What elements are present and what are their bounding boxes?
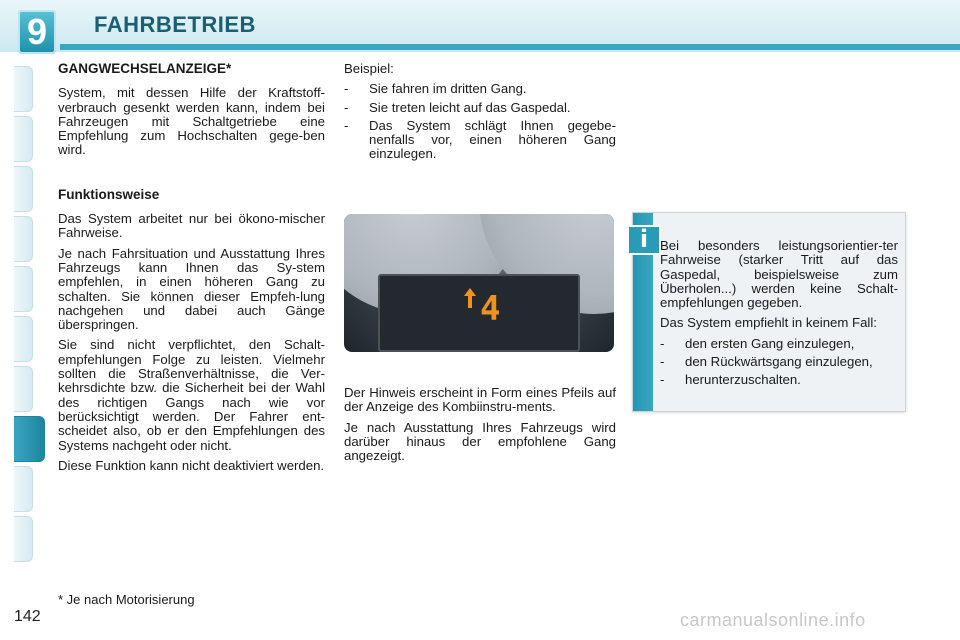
gear-digit: 4 [480, 289, 501, 326]
watermark: carmanualsonline.info [680, 610, 866, 630]
chapter-number-badge: 9 [18, 10, 56, 54]
right-column-bottom [344, 386, 616, 469]
page-number: 142 [14, 608, 41, 625]
list-item: - herunterzuschalten. [660, 373, 898, 387]
info-box [632, 212, 906, 412]
intro-paragraph: System, mit dessen Hilfe der Kraftstoff-verbrauch gesenkt werden kann, indem bei Fahrzeugen mit Schaltgetriebe eine Empfehlung zum Hochschalten gege-ben wird. [58, 85, 325, 158]
info-paragraph: Bei besonders leistungsorientier-ter Fahrweise (starker Tritt auf das Gaspedal, beispielsweise zum Überholen...) werden keine Schalt-empfehlungen gegeben. [660, 238, 898, 311]
body-paragraph: Sie sind nicht verpflichtet, den Schalt-empfehlungen Folge zu leisten. Vielmehr sollten die Straßenverhältnisse, die Ver-kehrsdichte bzw. die Sicherheit bei der Wahl des richtigen Gangs nach wie vor berücksichtigt werden. Der Fahrer ent-scheidet also, ob er den Empfehlungen des Systems nachgeht oder nicht. [58, 337, 325, 453]
list-item: - Sie fahren im dritten Gang. [344, 82, 616, 96]
info-text [660, 239, 898, 392]
chapter-tab[interactable] [14, 216, 33, 262]
lcd-display [378, 274, 580, 352]
body-paragraph: Der Hinweis erscheint in Form eines Pfeils auf der Anzeige des Kombiinstru-ments. [344, 385, 616, 415]
chapter-tabs [14, 66, 34, 566]
body-paragraph: Diese Funktion kann nicht deaktiviert werden. [58, 457, 325, 473]
list-item: - Sie treten leicht auf das Gaspedal. [344, 101, 616, 115]
left-column [58, 62, 325, 479]
list-item: - den ersten Gang einzulegen, [660, 337, 898, 351]
section-heading-operation: Funktionsweise [58, 186, 160, 202]
chapter-tab[interactable] [14, 266, 33, 312]
info-paragraph: Das System empfiehlt in keinem Fall: [660, 315, 877, 331]
chapter-tab[interactable] [14, 66, 33, 112]
list-item: - den Rückwärtsgang einzulegen, [660, 355, 898, 369]
body-paragraph: Das System arbeitet nur bei ökono-mischer Fahrweise. [58, 211, 325, 241]
footnote: * Je nach Motorisierung [58, 592, 195, 607]
upshift-arrow-icon [464, 288, 476, 308]
section-heading-gear-indicator: GANGWECHSELANZEIGE* [58, 61, 232, 76]
chapter-tab[interactable] [14, 316, 33, 362]
chapter-title: FAHRBETRIEB [94, 12, 256, 37]
header-rule [60, 44, 960, 50]
instrument-cluster-image [344, 214, 614, 352]
info-list [660, 337, 898, 388]
body-paragraph: Je nach Ausstattung Ihres Fahrzeugs wird darüber hinaus der empfohlene Gang angezeigt. [344, 419, 616, 464]
right-column-top [344, 62, 616, 166]
example-list [344, 82, 616, 161]
chapter-tab-active[interactable] [14, 416, 45, 462]
list-item: - Das System schlägt Ihnen gegebe-nenfalls vor, einen höheren Gang einzulegen. [344, 119, 616, 162]
chapter-tab[interactable] [14, 466, 33, 512]
info-icon: i [627, 225, 661, 255]
chapter-tab[interactable] [14, 516, 33, 562]
upshift-indicator [458, 286, 518, 326]
chapter-tab[interactable] [14, 366, 33, 412]
chapter-tab[interactable] [14, 166, 33, 212]
chapter-tab[interactable] [14, 116, 33, 162]
example-intro: Beispiel: [344, 61, 394, 76]
body-paragraph: Je nach Fahrsituation und Ausstattung Ihres Fahrzeugs kann Ihnen das Sy-stem empfehlen, in einen höheren Gang zu schalten. Sie können dieser Empfeh-lung nachgehen und dabei auch Gänge überspringen. [58, 245, 325, 333]
